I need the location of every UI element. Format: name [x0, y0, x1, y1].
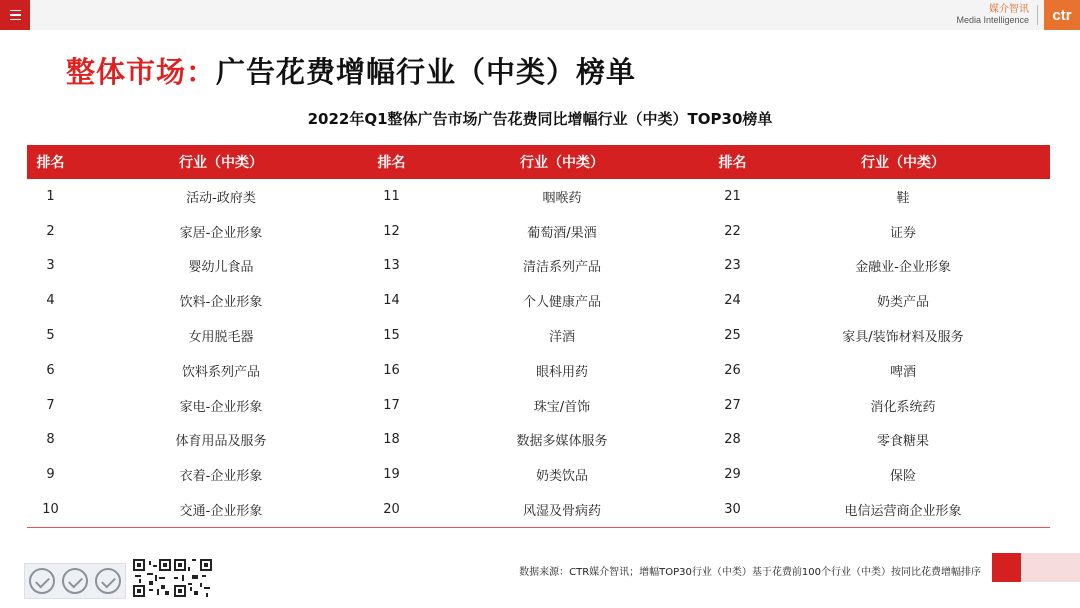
industry-cell: 金融业-企业形象	[855, 260, 951, 276]
rank-cell: 10	[42, 502, 59, 518]
header-rank: 排名	[718, 155, 747, 171]
rank-cell: 8	[46, 432, 55, 448]
rank-cell: 6	[46, 362, 55, 378]
table-body	[27, 179, 1050, 527]
industry-cell: 葡萄酒/果酒	[527, 225, 597, 241]
rank-cell: 9	[46, 467, 55, 483]
table-row	[27, 353, 1050, 388]
rank-cell: 29	[724, 467, 741, 483]
rank-cell: 25	[724, 328, 741, 344]
rank-cell: 27	[724, 397, 741, 413]
header-industry: 行业（中类）	[520, 155, 604, 171]
industry-cell: 婴幼儿食品	[188, 260, 254, 276]
brand-name-cn: 媒介智讯	[989, 4, 1029, 15]
industry-cell: 电信运营商企业形象	[844, 504, 962, 520]
rank-cell: 21	[724, 188, 741, 204]
industry-cell: 女用脱毛器	[188, 330, 254, 346]
table-row	[27, 492, 1050, 527]
rank-cell: 24	[724, 293, 741, 309]
ctr-logo: ctr	[1044, 0, 1080, 30]
table-row	[27, 214, 1050, 249]
rank-cell: 16	[383, 362, 400, 378]
rank-cell: 3	[46, 258, 55, 274]
rank-cell: 22	[724, 223, 741, 239]
industry-cell: 洋酒	[548, 330, 575, 346]
rank-cell: 12	[383, 223, 400, 239]
industry-cell: 风湿及骨病药	[522, 504, 601, 520]
industry-cell: 奶类饮品	[535, 469, 588, 485]
industry-cell: 个人健康产品	[522, 295, 601, 311]
industry-cell: 家居-企业形象	[179, 225, 263, 241]
header-industry: 行业（中类）	[179, 155, 263, 171]
data-source-note: 数据来源：CTR媒介智讯；增幅TOP30行业（中类）基于花费前100个行业（中类）按同比花费增幅排序	[519, 567, 981, 578]
page-title-prefix: 整体市场：	[66, 55, 217, 89]
industry-cell: 活动-政府类	[186, 190, 256, 206]
certification-icon	[95, 568, 121, 594]
industry-cell: 眼科用药	[535, 364, 588, 380]
industry-cell: 交通-企业形象	[179, 504, 263, 520]
rank-cell: 18	[383, 432, 400, 448]
table-header	[27, 145, 1050, 179]
table-row	[27, 388, 1050, 423]
menu-icon[interactable]	[0, 0, 30, 30]
top-bar	[0, 0, 1080, 30]
industry-cell: 珠宝/首饰	[533, 399, 591, 415]
certification-icon	[29, 568, 55, 594]
industry-cell: 保险	[889, 469, 916, 485]
rank-cell: 15	[383, 328, 400, 344]
industry-cell: 啤酒	[889, 364, 916, 380]
ranking-table	[27, 145, 1050, 528]
header-rank: 排名	[377, 155, 406, 171]
certification-icon	[62, 568, 88, 594]
rank-cell: 2	[46, 223, 55, 239]
industry-cell: 零食糖果	[876, 434, 929, 450]
industry-cell: 鞋	[896, 190, 910, 206]
rank-cell: 5	[46, 328, 55, 344]
industry-cell: 证券	[889, 225, 916, 241]
industry-cell: 衣着-企业形象	[179, 469, 263, 485]
header-rank: 排名	[36, 155, 65, 171]
industry-cell: 数据多媒体服务	[516, 434, 608, 450]
rank-cell: 14	[383, 293, 400, 309]
rank-cell: 4	[46, 293, 55, 309]
certification-badges	[24, 563, 126, 599]
table-row	[27, 318, 1050, 353]
brand-name-en: Media Intelligence	[956, 15, 1029, 25]
rank-cell: 23	[724, 258, 741, 274]
table-row	[27, 457, 1050, 492]
table-title: 2022年Q1整体广告市场广告花费同比增幅行业（中类）TOP30榜单	[307, 110, 773, 128]
industry-cell: 家具/装饰材料及服务	[842, 330, 964, 346]
industry-cell: 饮料系列产品	[181, 364, 260, 380]
rank-cell: 30	[724, 502, 741, 518]
footer-accent-square	[992, 553, 1021, 582]
table-row	[27, 179, 1050, 214]
industry-cell: 家电-企业形象	[179, 399, 263, 415]
table-row	[27, 283, 1050, 318]
rank-cell: 17	[383, 397, 400, 413]
industry-cell: 消化系统药	[870, 399, 936, 415]
rank-cell: 7	[46, 397, 55, 413]
rank-cell: 20	[383, 502, 400, 518]
industry-cell: 体育用品及服务	[175, 434, 267, 450]
brand-logo-group	[956, 0, 1080, 30]
rank-cell: 1	[46, 188, 55, 204]
industry-cell: 咽喉药	[542, 190, 582, 206]
footer-accent-band	[1021, 553, 1080, 582]
rank-cell: 28	[724, 432, 741, 448]
industry-cell: 饮料-企业形象	[179, 295, 263, 311]
rank-cell: 11	[383, 188, 400, 204]
table-bottom-rule	[27, 527, 1050, 528]
header-industry: 行业（中类）	[861, 155, 945, 171]
table-row	[27, 249, 1050, 284]
page-title	[66, 50, 636, 91]
rank-cell: 13	[383, 258, 400, 274]
rank-cell: 26	[724, 362, 741, 378]
qr-code-icon	[133, 559, 171, 597]
industry-cell: 清洁系列产品	[522, 260, 601, 276]
brand-divider	[1037, 5, 1038, 25]
table-row	[27, 423, 1050, 458]
industry-cell: 奶类产品	[876, 295, 929, 311]
rank-cell: 19	[383, 467, 400, 483]
page-title-main: 广告花费增幅行业（中类）榜单	[216, 55, 637, 89]
qr-code-icon	[174, 559, 212, 597]
